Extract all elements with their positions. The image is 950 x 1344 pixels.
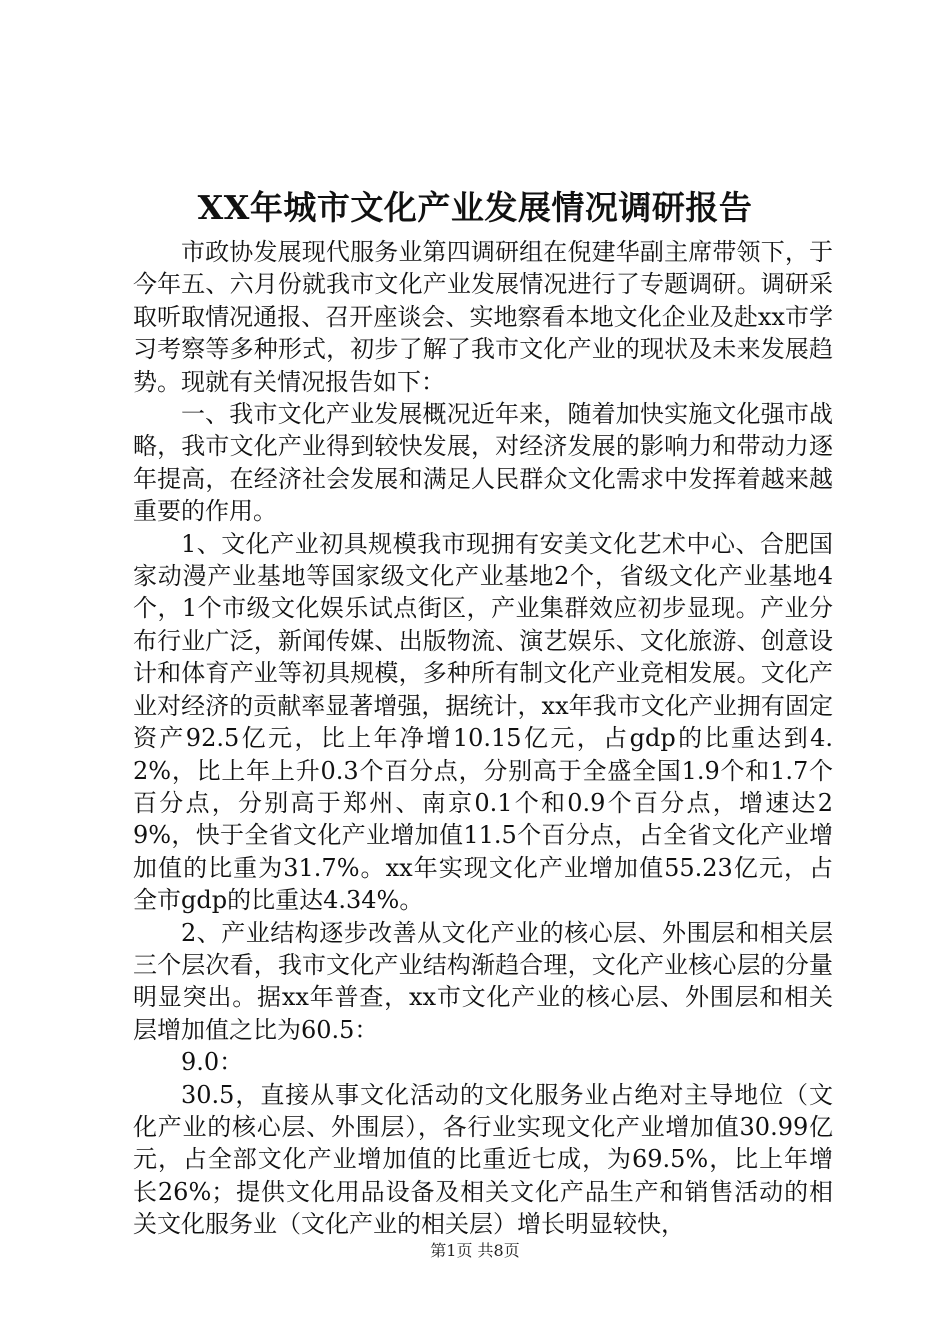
document-title: XX年城市文化产业发展情况调研报告 <box>197 188 753 227</box>
paragraph-intro: 市政协发展现代服务业第四调研组在倪建华副主席带领下，于今年五、六月份就我市文化产业发展情况进行了专题调研。调研采取听取情况通报、召开座谈会、实地察看本地文化企业及赴xx市学习考察等多种形式，初步了解了我市文化产业的现状及未来发展趋势。现就有关情况报告如下： <box>133 238 833 396</box>
paragraph-service-sector: 30.5，直接从事文化活动的文化服务业占绝对主导地位（文化产业的核心层、外围层），各行业实现文化产业增加值30.99亿元，占全部文化产业增加值的比重近七成，为69.5%，比上年增长26%；提供文化用品设备及相关文化产品生产和销售活动的相关文化服务业（文化产业的相关层）增长明显较快， <box>133 1080 833 1239</box>
page-number-footer: 第1页 共8页 <box>430 1241 520 1260</box>
paragraph-industry-scale: 1、文化产业初具规模我市现拥有安美文化艺术中心、合肥国家动漫产业基地等国家级文化产业基地2个，省级文化产业基地4个，1个市级文化娱乐试点街区，产业集群效应初步显现。产业分布行业广泛，新闻传媒、出版物流、演艺娱乐、文化旅游、创意设计和体育产业等初具规模，多种所有制文化产业竞相发展。文化产业对经济的贡献率显著增强，据统计，xx年我市文化产业拥有固定资产92.5亿元，比上年净增10.15亿元，占gdp的比重达到4.2%，比上年上升0.3个百分点，分别高于全盛全国1.9个和1.7个百分点，分别高于郑州、南京0.1个和0.9个百分点，增速达29%，快于全省文化产业增加值11.5个百分点，占全省文化产业增加值的比重为31.7%。xx年实现文化产业增加值55.23亿元，占全市gdp的比重达4.34%。 <box>133 529 833 915</box>
paragraph-ratio-fragment: 9.0： <box>181 1048 244 1077</box>
paragraph-industry-structure: 2、产业结构逐步改善从文化产业的核心层、外围层和相关层三个层次看，我市文化产业结构渐趋合理，文化产业核心层的分量明显突出。据xx年普查，xx市文化产业的核心层、外围层和相关层增加值之比为60.5： <box>133 918 833 1044</box>
document-body <box>133 236 833 1241</box>
paragraph-section-overview: 一、我市文化产业发展概况近年来，随着加快实施文化强市战略，我市文化产业得到较快发展，对经济发展的影响力和带动力逐年提高，在经济社会发展和满足人民群众文化需求中发挥着越来越重要的作用。 <box>133 400 833 526</box>
